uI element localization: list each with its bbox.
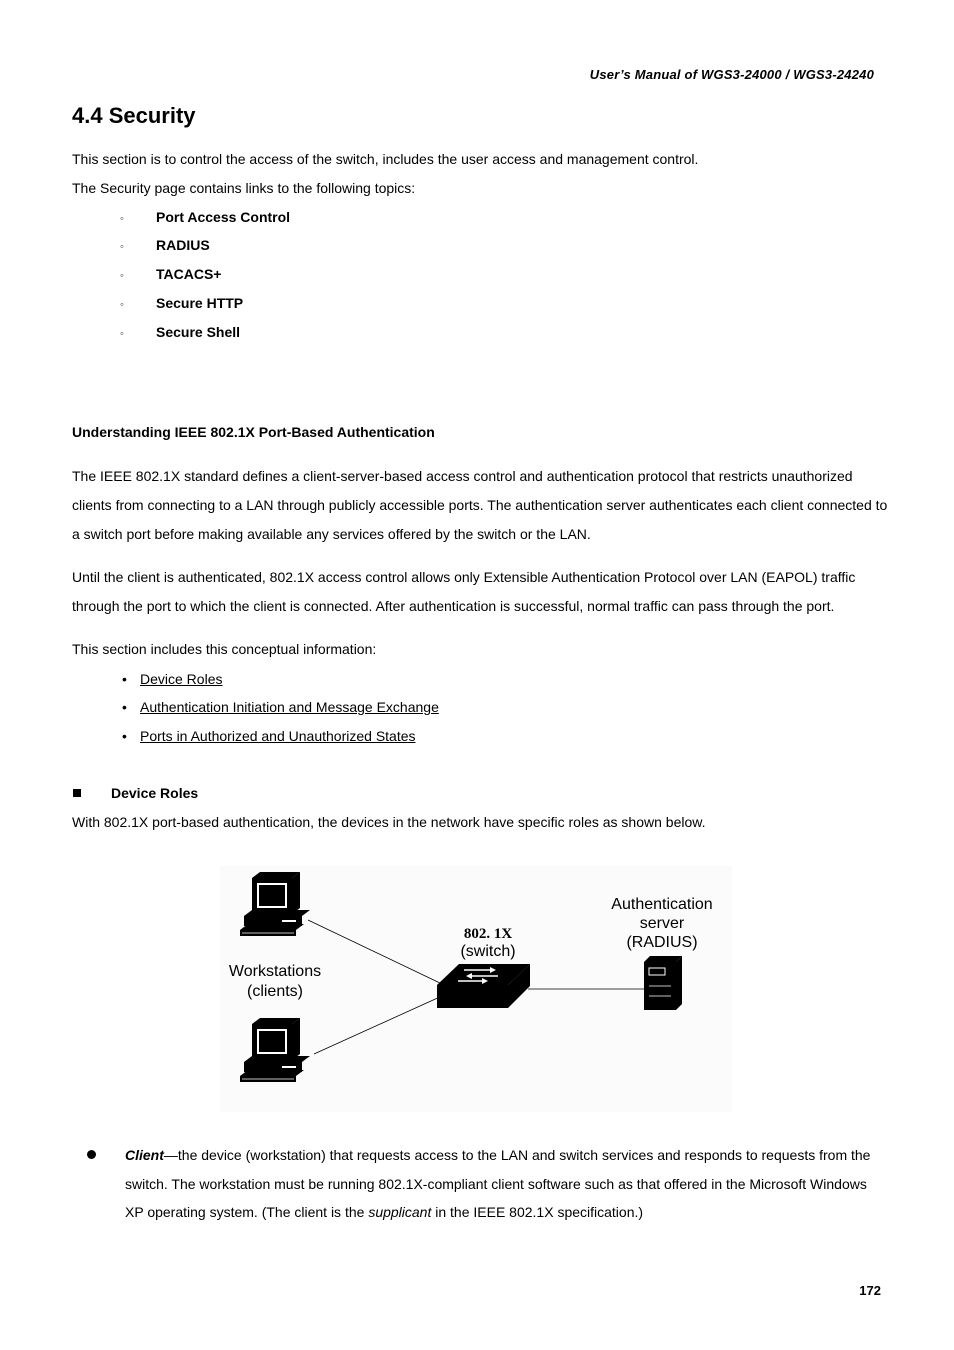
network-diagram	[220, 866, 732, 1112]
topic-item	[120, 323, 240, 343]
topic-label: TACACS+	[156, 266, 222, 282]
supplicant-term: supplicant	[368, 1204, 432, 1220]
topic-label: Secure Shell	[156, 324, 241, 340]
section-heading: Understanding IEEE 802.1X Port-Based Authentication	[72, 424, 435, 440]
bullet-icon: •	[122, 728, 127, 744]
client-description	[125, 1141, 885, 1227]
link-item-auth-initiation[interactable]	[122, 698, 439, 716]
running-header: User’s Manual of WGS3-24000 / WGS3-24240	[589, 67, 874, 82]
topic-item	[120, 208, 290, 228]
bullet-icon: •	[122, 699, 127, 715]
intro-paragraph-1: This section is to control the access of the switch, includes the user access and management control.	[72, 151, 699, 167]
device-roles-heading: Device Roles	[111, 785, 199, 801]
topic-label: RADIUS	[156, 237, 210, 253]
clients-label: (clients)	[246, 983, 304, 1000]
circle-bullet-icon: ◦	[120, 270, 124, 282]
circle-bullet-icon: ◦	[120, 213, 124, 225]
server-label-3: (RADIUS)	[626, 934, 698, 951]
circle-bullet-icon: ◦	[120, 299, 124, 311]
paragraph-eapol: Until the client is authenticated, 802.1X access control allows only Extensible Authentication Protocol over LAN (EAPOL) traffic through the port to which the client is connected. After authentication is successful, normal traffic can pass through the port.	[72, 569, 856, 614]
device-roles-text: With 802.1X port-based authentication, the devices in the network have specific roles as shown below.	[72, 814, 706, 830]
server-icon	[644, 956, 682, 1010]
paragraph-standard: The IEEE 802.1X standard defines a client-server-based access control and authentication protocol that restricts unauthorized clients from connecting to a LAN through publicly accessible ports. The authentication server authenticates each client connected to a switch port before making available any services offered by the switch or the LAN.	[72, 468, 888, 542]
workstations-label: Workstations	[228, 963, 322, 980]
page-title: 4.4 Security	[72, 103, 196, 128]
client-text-a: —the device (workstation) that requests access to the LAN and switch services and responds to requests from the switch. The workstation must be running 802.1X-compliant client software such as that offered in the Microsoft Windows XP operating system. (The client is the	[125, 1147, 871, 1220]
square-bullet-icon	[73, 789, 81, 797]
link-item-device-roles[interactable]	[122, 670, 222, 688]
topic-label: Port Access Control	[156, 209, 291, 225]
topic-label: Secure HTTP	[156, 295, 244, 311]
paragraph-conceptual: This section includes this conceptual information:	[72, 641, 377, 657]
server-label-2: server	[639, 915, 685, 932]
client-text-b: in the IEEE 802.1X specification.)	[431, 1204, 644, 1220]
bullet-icon: •	[122, 671, 127, 687]
link-item-port-states[interactable]	[122, 727, 416, 745]
server-label-1: Authentication	[611, 896, 713, 913]
topic-item	[120, 294, 243, 314]
filled-bullet-icon	[87, 1150, 96, 1159]
switch-label: (switch)	[460, 943, 516, 960]
client-term: Client	[125, 1147, 164, 1163]
link-auth-initiation[interactable]: Authentication Initiation and Message Exchange	[140, 699, 439, 715]
switch-protocol-label: 802. 1X	[463, 926, 513, 942]
topic-item	[120, 236, 210, 256]
topic-item	[120, 265, 221, 285]
page-number: 172	[859, 1283, 881, 1298]
intro-paragraph-2: The Security page contains links to the following topics:	[72, 180, 416, 196]
circle-bullet-icon: ◦	[120, 241, 124, 253]
circle-bullet-icon: ◦	[120, 328, 124, 340]
link-port-states[interactable]: Ports in Authorized and Unauthorized States	[140, 728, 416, 744]
link-device-roles[interactable]: Device Roles	[140, 671, 223, 687]
